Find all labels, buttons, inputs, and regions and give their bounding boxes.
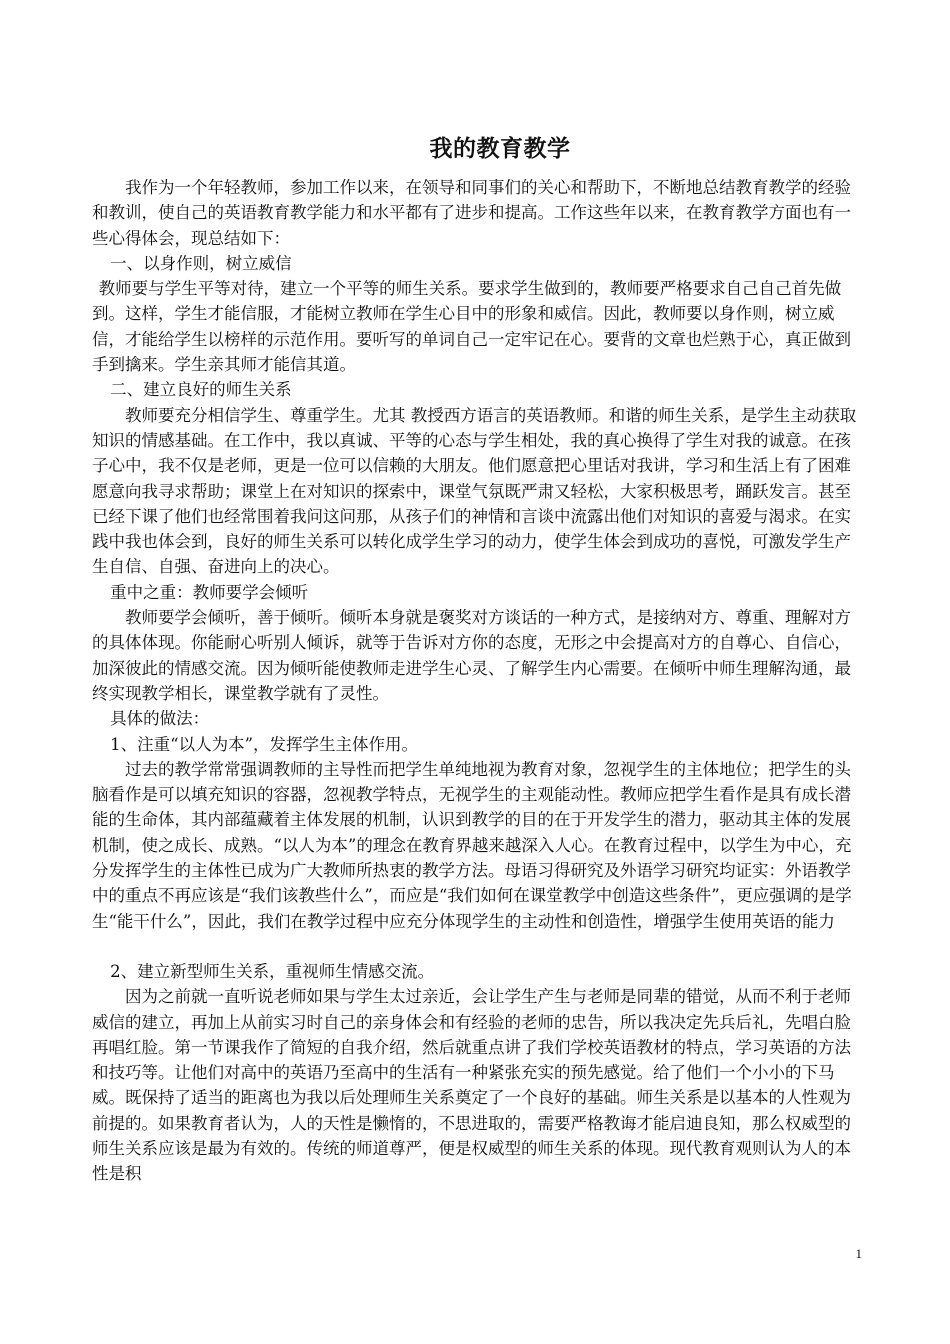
paragraph-gap	[92, 934, 862, 959]
paragraph-intro: 我作为一个年轻教师，参加工作以来，在领导和同事们的关心和帮助下，不断地总结教育教学的经验和教训，使自己的英语教育教学能力和水平都有了进步和提高。工作这些年以来，在教育教学方面也有一些心得体会，现总结如下：	[92, 178, 851, 248]
method-heading-2: 2、建立新型师生关系，重视师生情感交流。	[110, 961, 435, 981]
page-number: 1	[855, 1246, 862, 1261]
document-body	[92, 175, 862, 1187]
subheading-methods: 具体的做法：	[110, 709, 210, 729]
paragraph-section-2: 教师要充分相信学生、尊重学生。尤其 教授西方语言的英语教师。和谐的师生关系，是学生主动获取知识的情感基础。在工作中，我以真诚、平等的心态与学生相处，我的真心换得了学生对我的诚意。在孩子心中，我不仅是老师，更是一位可以信赖的大朋友。他们愿意把心里话对我讲，学习和生活上有了困难愿意向我寻求帮助；课堂上在对知识的探索中，课堂气氛既严肃又轻松，大家积极思考，踊跃发言。甚至已经下课了他们也经常围着我问这问那，从孩子们的神情和言谈中流露出他们对知识的喜爱与渴求。在实践中我也体会到，良好的师生关系可以转化成学生学习的动力，使学生体会到成功的喜悦，可激发学生产生自信、自强、奋进向上的决心。	[92, 405, 857, 577]
section-heading-2: 二、建立良好的师生关系	[110, 380, 292, 400]
paragraph-method-1: 过去的教学常常强调教师的主导性而把学生单纯地视为教育对象，忽视学生的主体地位；把学生的头脑看作是可以填充知识的容器，忽视教学特点，无视学生的主观能动性。教师应把学生看作是具有成长潜能的生命体，其内部蕴藏着主体发展的机制，认识到教学的目的在于开发学生的潜力，驱动其主体的发展机制，使之成长、成熟。“以人为本”的理念在教育界越来越深入人心。在教育过程中，以学生为中心，充分发挥学生的主体性已成为广大教师所热衷的教学方法。母语习得研究及外语学习研究均证实：外语教学中的重点不再应该是“我们该教些什么”，而应是“我们如何在课堂教学中创造这些条件”，更应强调的是学生“能干什么”，因此，我们在教学过程中应充分体现学生的主动性和创造性，增强学生使用英语的能力	[92, 759, 852, 931]
section-heading-1: 一、以身作则，树立威信	[110, 253, 292, 273]
document-title: 我的教育教学	[429, 136, 571, 162]
section-heading-3: 重中之重：教师要学会倾听	[110, 582, 309, 602]
method-heading-1: 1、注重“以人为本”，发挥学生主体作用。	[110, 734, 419, 754]
paragraph-section-1: 教师要与学生平等对待，建立一个平等的师生关系。要求学生做到的，教师要严格要求自己自己首先做到。这样，学生才能信服，才能树立教师在学生心目中的形象和威信。因此，教师要以身作则，树立威信，才能给学生以榜样的示范作用。要听写的单词自己一定牢记在心。要背的文章也烂熟于心，真正做到手到擒来。学生亲其师才能信其道。	[92, 279, 851, 375]
paragraph-section-3: 教师要学会倾听，善于倾听。倾听本身就是褒奖对方谈话的一种方式，是接纳对方、尊重、理解对方的具体体现。你能耐心听别人倾诉，就等于告诉对方你的态度，无形之中会提高对方的自尊心、自信心，加深彼此的情感交流。因为倾听能使教师走进学生心灵、了解学生内心需要。在倾听中师生理解沟通，最终实现教学相长，课堂教学就有了灵性。	[92, 608, 851, 703]
paragraph-method-2: 因为之前就一直听说老师如果与学生太过亲近，会让学生产生与老师是同辈的错觉，从而不利于老师威信的建立，再加上从前实习时自己的亲身体会和有经验的老师的忠告，所以我决定先兵后礼，先唱白脸再唱红脸。第一节课我作了简短的自我介绍，然后就重点讲了我们学校英语教材的特点，学习英语的方法和技巧等。让他们对高中的英语乃至高中的生活有一种紧张充实的预先感觉。给了他们一个小小的下马威。既保持了适当的距离也为我以后处理师生关系奠定了一个良好的基础。师生关系是以基本的人性观为前提的。如果教育者认为，人的天性是懒惰的，不思进取的，需要严格教诲才能启迪良知，那么权威型的师生关系应该是最为有效的。传统的师道尊严，便是权威型的师生关系的体现。现代教育观则认为人的本性是积	[92, 987, 851, 1184]
